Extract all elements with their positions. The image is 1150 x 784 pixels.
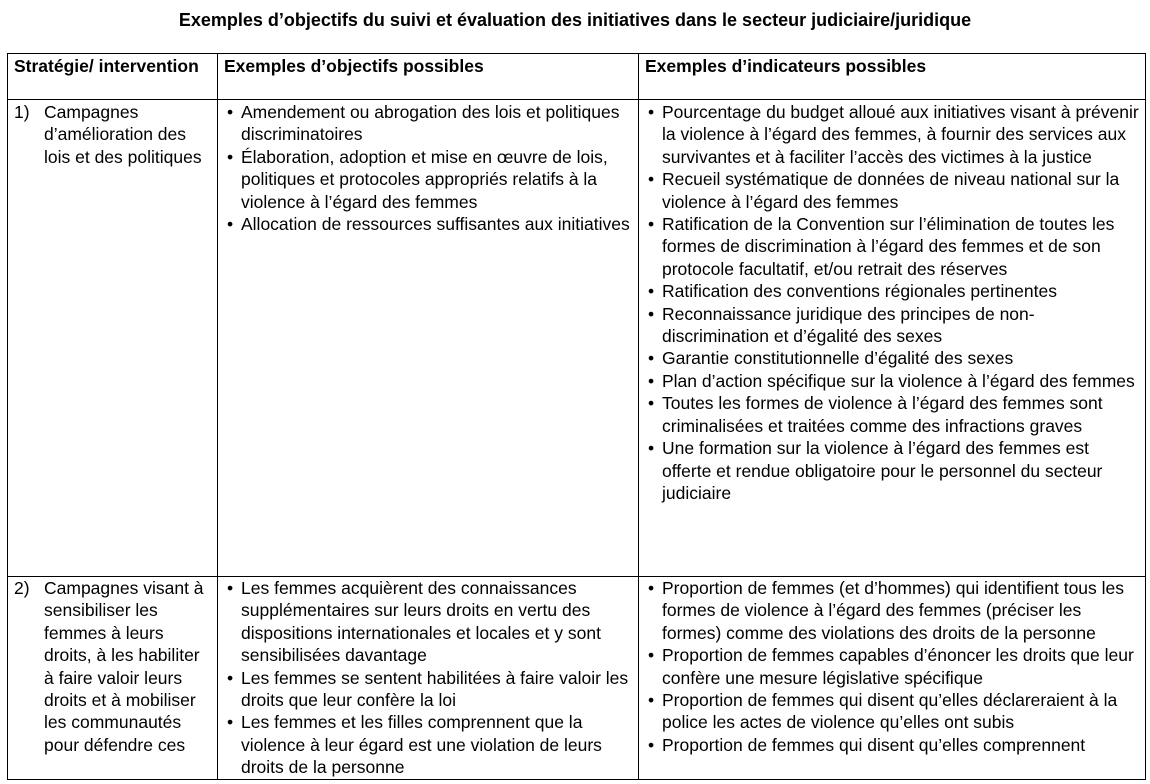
list-item: • Élaboration, adoption et mise en œuvre de lois, politiques et protocoles appropriés relatifs à la violence à l’égard des femmes <box>224 146 632 213</box>
list-item: • Amendement ou abrogation des lois et politiques discriminatoires <box>224 101 632 146</box>
monitoring-table <box>7 53 1146 780</box>
list-item: • Ratification de la Convention sur l’élimination de toutes les formes de discrimination à l’égard des femmes et de son protocole facultatif, et/ou retrait des réserves <box>645 213 1139 280</box>
table-header-row <box>8 54 1146 100</box>
list-item: • Les femmes acquièrent des connaissances supplémentaires sur leurs droits en vertu des dispositions internationales et locales et y sont sensibilisées davantage <box>224 577 632 667</box>
objectives-cell <box>218 100 639 577</box>
list-item: • Proportion de femmes capables d’énoncer les droits que leur confère une mesure législative spécifique <box>645 644 1139 689</box>
row-number: 2) <box>14 578 30 598</box>
indicators-list <box>645 577 1139 756</box>
list-item: • Les femmes se sentent habilitées à faire valoir les droits que leur confère la loi <box>224 667 632 712</box>
table-row <box>8 100 1146 577</box>
header-indicators: Exemples d’indicateurs possibles <box>639 54 1146 100</box>
list-item: • Garantie constitutionnelle d’égalité des sexes <box>645 347 1139 369</box>
strategy-cell <box>8 100 218 577</box>
list-item: • Allocation de ressources suffisantes aux initiatives <box>224 213 632 235</box>
list-item: • Proportion de femmes (et d’hommes) qui identifient tous les formes de violence à l’égard des femmes (préciser les formes) comme des violations des droits de la personne <box>645 577 1139 644</box>
list-item: • Ratification des conventions régionales pertinentes <box>645 280 1139 302</box>
list-item: • Plan d’action spécifique sur la violence à l’égard des femmes <box>645 370 1139 392</box>
list-item: • Toutes les formes de violence à l’égard des femmes sont criminalisées et traitées comme des infractions graves <box>645 392 1139 437</box>
indicators-cell <box>639 100 1146 577</box>
list-item: • Proportion de femmes qui disent qu’elles déclareraient à la police les actes de violence qu’elles ont subis <box>645 689 1139 734</box>
list-item: • Reconnaissance juridique des principes de non-discrimination et d’égalité des sexes <box>645 303 1139 348</box>
header-objectives: Exemples d’objectifs possibles <box>218 54 639 100</box>
list-item: • Les femmes et les filles comprennent que la violence à leur égard est une violation de leurs droits de la personne <box>224 711 632 778</box>
objectives-list <box>224 577 632 779</box>
strategy-text: Campagnes visant à sensibiliser les femmes à leurs droits, à les habiliter à faire valoir leurs droits et à mobiliser les communautés pour défendre ces <box>44 578 204 755</box>
document-title: Exemples d’objectifs du suivi et évaluation des initiatives dans le secteur judiciaire/juridique <box>178 10 972 30</box>
row-number: 1) <box>14 102 30 122</box>
objectives-cell <box>218 577 639 780</box>
header-strategy: Stratégie/ intervention <box>8 54 218 100</box>
indicators-cell <box>639 577 1146 780</box>
list-item: • Une formation sur la violence à l’égard des femmes est offerte et rendue obligatoire pour le personnel du secteur judiciaire <box>645 437 1139 504</box>
objectives-list <box>224 101 632 235</box>
table-row <box>8 577 1146 780</box>
list-item: • Pourcentage du budget alloué aux initiatives visant à prévenir la violence à l’égard des femmes, à fournir des services aux survivantes et à faciliter l’accès des victimes à la justice <box>645 101 1139 168</box>
list-item: • Recueil systématique de données de niveau national sur la violence à l’égard des femmes <box>645 168 1139 213</box>
indicators-list <box>645 101 1139 504</box>
strategy-text: Campagnes d’amélioration des lois et des politiques <box>44 102 202 167</box>
list-item: • Proportion de femmes qui disent qu’elles comprennent <box>645 734 1139 756</box>
strategy-cell <box>8 577 218 780</box>
